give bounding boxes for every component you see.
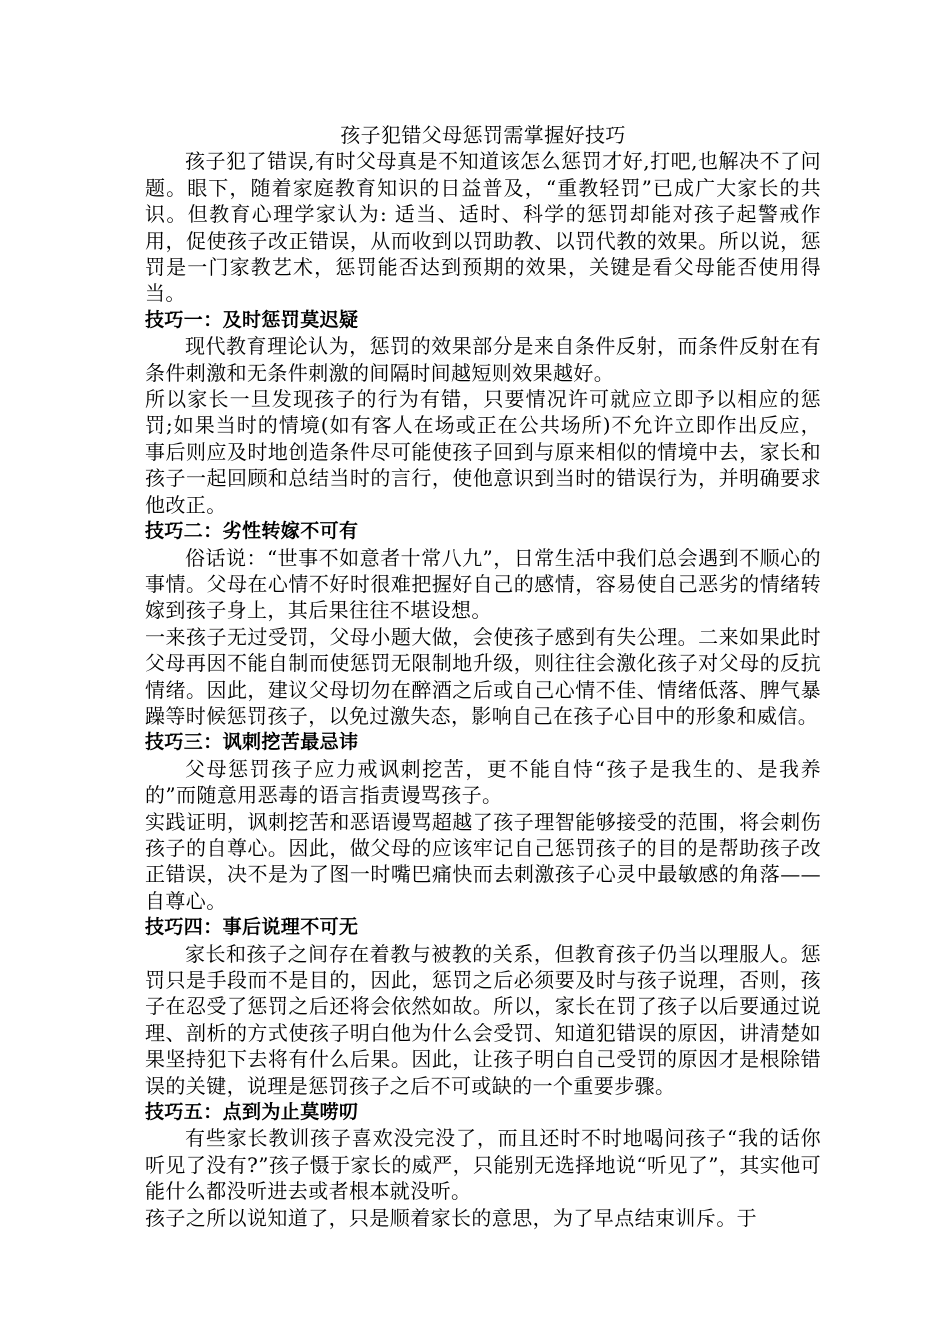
section-1-paragraph-1: 现代教育理论认为，惩罚的效果部分是来自条件反射，而条件反射在有条件刺激和无条件刺激的间隔时间越短则效果越好。 [145, 334, 821, 385]
section-4-paragraph-1: 家长和孩子之间存在着教与被教的关系，但教育孩子仍当以理服人。惩罚只是手段而不是目的，因此，惩罚之后必须要及时与孩子说理，否则，孩子在忍受了惩罚之后还将会依然如故。所以，家长在罚了孩子以后要通过说理、剖析的方式使孩子明白他为什么会受罚、知道犯错误的原因，讲清楚如果坚持犯下去将有什么后果。因此，让孩子明白自己受罚的原因才是根除错误的关键，说理是惩罚孩子之后不可或缺的一个重要步骤。 [145, 941, 821, 1098]
section-heading-2: 技巧二：劣性转嫁不可有 [145, 520, 359, 543]
intro-paragraph: 孩子犯了错误,有时父母真是不知道该怎么惩罚才好,打吧,也解决不了问题。眼下，随着家庭教育知识的日益普及，“重教轻罚”已成广大家长的共识。但教育心理学家认为: 适当、适时、科学的惩罚却能对孩子起警戒作用，促使孩子改正错误，从而收到以罚助教、以罚代教的效果。所以说，惩罚是一门家教艺术，惩罚能否达到预期的效果，关键是看父母能否使用得当。 [145, 149, 821, 306]
section-3-paragraph-1: 父母惩罚孩子应力戒讽刺挖苦，更不能自恃“孩子是我生的、是我养的”而随意用恶毒的语言指责谩骂孩子。 [145, 756, 821, 808]
document-body [145, 122, 821, 1231]
section-2-paragraph-1: 俗话说：“世事不如意者十常八九”，日常生活中我们总会遇到不顺心的事情。父母在心情不好时很难把握好自己的感情，容易使自己恶劣的情绪转嫁到孩子身上，其后果往往不堪设想。 [145, 545, 821, 623]
section-heading-5: 技巧五：点到为止莫唠叨 [145, 1101, 359, 1124]
document-title: 孩子犯错父母惩罚需掌握好技巧 [340, 123, 626, 147]
section-5-paragraph-1: 有些家长教训孩子喜欢没完没了，而且还时不时地喝问孩子“我的话你听见了没有?”孩子慑于家长的威严，只能别无选择地说“听见了”，其实他可能什么都没听进去或者根本就没听。 [145, 1126, 821, 1204]
section-heading-4: 技巧四：事后说理不可无 [145, 916, 359, 939]
section-5-paragraph-2: 孩子之所以说知道了，只是顺着家长的意思，为了早点结束训斥。于 [145, 1205, 757, 1230]
section-heading-1: 技巧一：及时惩罚莫迟疑 [145, 308, 359, 331]
section-1-paragraph-2: 所以家长一旦发现孩子的行为有错，只要情况许可就应立即予以相应的惩罚;如果当时的情境(如有客人在场或正在公共场所)不允许立即作出反应，事后则应及时地创造条件尽可能使孩子回到与原来相似的情境中去，家长和孩子一起回顾和总结当时的言行，使他意识到当时的错误行为，并明确要求他改正。 [145, 387, 821, 517]
section-3-paragraph-2: 实践证明，讽刺挖苦和恶语谩骂超越了孩子理智能够接受的范围，将会刺伤孩子的自尊心。因此，做父母的应该牢记自己惩罚孩子的目的是帮助孩子改正错误，决不是为了图一时嘴巴痛快而去刺激孩子心灵中最敏感的角落——自尊心。 [145, 809, 821, 913]
section-heading-3: 技巧三：讽刺挖苦最忌讳 [145, 731, 359, 754]
section-2-paragraph-2: 一来孩子无过受罚，父母小题大做，会使孩子感到有失公理。二来如果此时父母再因不能自制而使惩罚无限制地升级，则往往会激化孩子对父母的反抗情绪。因此，建议父母切勿在醉酒之后或自己心情不佳、情绪低落、脾气暴躁等时候惩罚孩子，以免过激失态，影响自己在孩子心目中的形象和威信。 [145, 624, 821, 728]
